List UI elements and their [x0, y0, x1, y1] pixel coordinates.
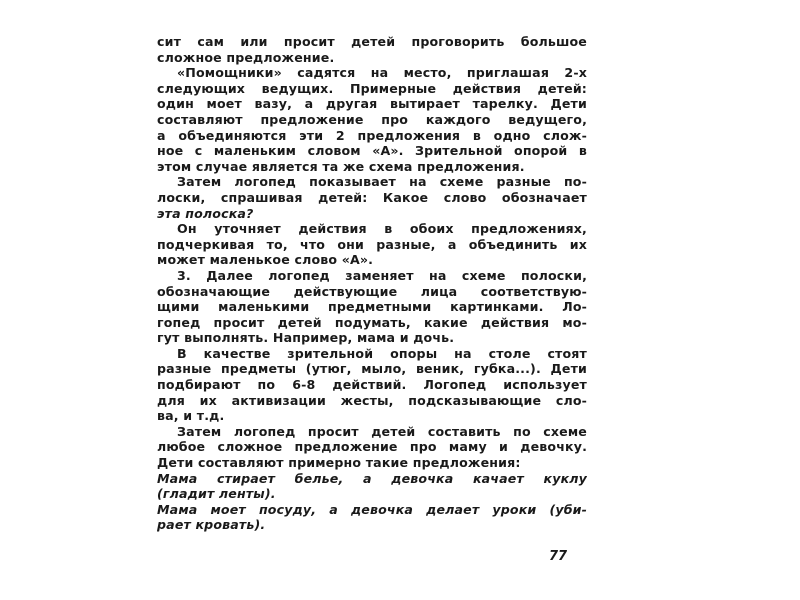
text-line: Затем логопед просит детей составить по схеме [177, 423, 587, 439]
text-line: Затем логопед показывает на схеме разные по- [177, 174, 587, 190]
text-line: разные предметы (утюг, мыло, веник, губка...). Дети [157, 361, 587, 377]
text-line: гут выполнять. Например, мама и дочь. [157, 330, 455, 346]
text-line: следующих ведущих. Примерные действия детей: [157, 80, 587, 96]
text-line: «Помощники» садятся на место, приглашая 2-х [177, 65, 587, 81]
text-line: один моет вазу, а другая вытирает тарелку. Дети [157, 96, 587, 112]
text-line: эта полоска? [157, 205, 254, 221]
text-line: сит сам или просит детей проговорить большое [157, 34, 587, 49]
text-line: (гладит ленты). [157, 486, 276, 502]
text-line: этом случае является та же схема предложения. [157, 158, 525, 174]
text-line: щими маленькими предметными картинками. Ло- [157, 299, 587, 315]
text-line: а объединяются эти 2 предложения в одно слож- [157, 127, 587, 143]
text-line: рает кровать). [157, 517, 266, 533]
text-line: подчеркивая то, что они разные, а объединить их [157, 236, 587, 252]
text-line: составляют предложение про каждого ведущего, [157, 111, 587, 127]
text-line: В качестве зрительной опоры на столе стоят [177, 345, 587, 361]
text-line: любое сложное предложение про маму и девочку. [157, 439, 587, 455]
text-line: ное с маленьким словом «А». Зрительной опорой в [157, 143, 587, 159]
text-line: Мама моет посуду, а девочка делает уроки (уби- [157, 501, 587, 517]
text-line: Дети составляют примерно такие предложения: [157, 455, 521, 471]
text-line: 3. Далее логопед заменяет на схеме полоски, [177, 267, 587, 283]
text-line: сложное предложение. [157, 49, 335, 65]
text-line: для их активизации жесты, подсказывающие сло- [157, 392, 587, 408]
text-line: может маленькое слово «А». [157, 252, 374, 268]
text-line: гопед просит детей подумать, какие действия мо- [157, 314, 587, 330]
body-text [157, 34, 587, 533]
text-line: обозначающие действующие лица соответствую- [157, 283, 587, 299]
page-number: 77 [549, 549, 568, 564]
text-line: Мама стирает белье, а девочка качает куклу [157, 470, 587, 486]
text-line: Он уточняет действия в обоих предложениях, [177, 221, 587, 237]
text-line: подбирают по 6-8 действий. Логопед использует [157, 377, 587, 393]
text-line: ва, и т.д. [157, 408, 225, 424]
text-line: лоски, спрашивая детей: Какое слово обозначает [157, 189, 587, 205]
